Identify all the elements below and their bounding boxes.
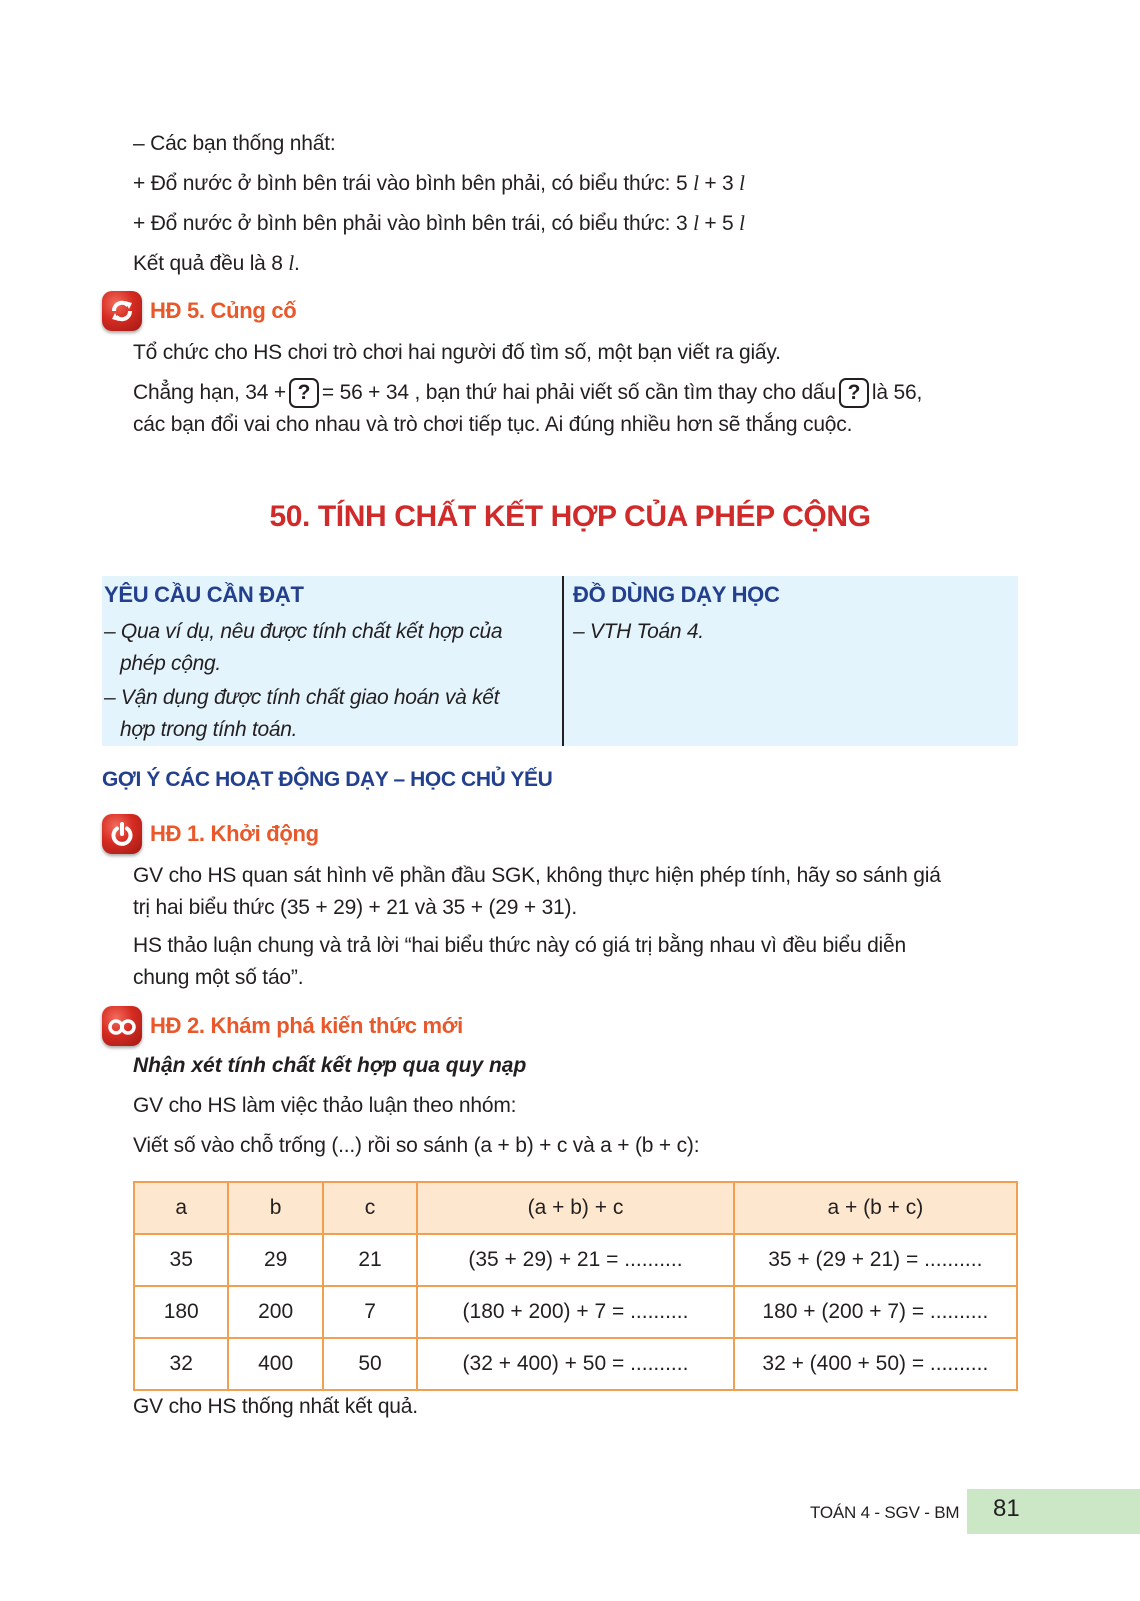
table-row xyxy=(134,1338,1017,1390)
cell-b: 200 xyxy=(228,1286,322,1338)
cell-ab-plus-c: (180 + 200) + 7 = .......... xyxy=(417,1286,733,1338)
lesson-title: 50. TÍNH CHẤT KẾT HỢP CỦA PHÉP CỘNG xyxy=(269,500,871,533)
hd1-heading xyxy=(102,813,319,855)
question-box: ? xyxy=(289,378,319,408)
materials-heading: ĐỒ DÙNG DẠY HỌC xyxy=(573,582,780,607)
requirements-heading: YÊU CẦU CẦN ĐẠT xyxy=(104,582,304,607)
hd2-title: HĐ 2. Khám phá kiến thức mới xyxy=(150,1013,463,1038)
hd5-para-2-b: = 56 + 34 , bạn thứ hai phải viết số cần tìm thay cho dấu xyxy=(321,381,836,404)
intro-line-2-text: + Đổ nước ở bình bên trái vào bình bên phải, có biểu thức: 5 xyxy=(133,172,694,195)
cell-ab-plus-c: (35 + 29) + 21 = .......... xyxy=(417,1234,733,1286)
cell-a: 180 xyxy=(134,1286,228,1338)
header-c: c xyxy=(323,1182,417,1234)
table-row xyxy=(134,1286,1017,1338)
intro-line-3-mid: + 5 xyxy=(698,212,740,235)
cell-a-plus-bc: 35 + (29 + 21) = .......... xyxy=(734,1234,1017,1286)
header-a-plus-bc: a + (b + c) xyxy=(734,1182,1017,1234)
header-a: a xyxy=(134,1182,228,1234)
hd5-para-2-c: là 56, xyxy=(871,381,923,404)
cell-c: 21 xyxy=(323,1234,417,1286)
intro-line-2-mid: + 3 xyxy=(698,172,740,195)
intro-line-3-text: + Đổ nước ở bình bên phải vào bình bên trái, có biểu thức: 3 xyxy=(133,212,694,235)
header-ab-plus-c: (a + b) + c xyxy=(417,1182,733,1234)
question-box: ? xyxy=(839,378,869,408)
table-row xyxy=(134,1234,1017,1286)
cell-a-plus-bc: 32 + (400 + 50) = .......... xyxy=(734,1338,1017,1390)
unit-liter: l xyxy=(739,171,745,195)
requirements-divider xyxy=(562,576,564,746)
calculation-table xyxy=(133,1181,1018,1391)
unit-liter: l xyxy=(693,211,699,235)
hd1-line: GV cho HS quan sát hình vẽ phần đầu SGK, không thực hiện phép tính, hãy so sánh giá xyxy=(133,864,941,887)
requirement-item: – Qua ví dụ, nêu được tính chất kết hợp của xyxy=(104,620,503,643)
requirement-item: – Vận dụng được tính chất giao hoán và kết xyxy=(104,686,500,709)
hd2-heading xyxy=(102,1005,463,1047)
binoculars-icon xyxy=(102,1006,142,1046)
hd1-line: HS thảo luận chung và trả lời “hai biểu thức này có giá trị bằng nhau vì đều biểu diễn xyxy=(133,934,906,957)
activities-heading: GỢI Ý CÁC HOẠT ĐỘNG DẠY – HỌC CHỦ YẾU xyxy=(102,768,553,791)
intro-line-4 xyxy=(133,247,300,280)
intro-line-4-text: Kết quả đều là 8 xyxy=(133,252,289,275)
cell-ab-plus-c: (32 + 400) + 50 = .......... xyxy=(417,1338,733,1390)
cell-b: 29 xyxy=(228,1234,322,1286)
hd2-conclusion: GV cho HS thống nhất kết quả. xyxy=(133,1395,418,1418)
cell-a-plus-bc: 180 + (200 + 7) = .......... xyxy=(734,1286,1017,1338)
hd5-para-2 xyxy=(133,377,922,409)
cell-c: 50 xyxy=(323,1338,417,1390)
unit-liter: l xyxy=(739,211,745,235)
hd2-line-1: GV cho HS làm việc thảo luận theo nhóm: xyxy=(133,1094,517,1117)
hd5-para-3: các bạn đổi vai cho nhau và trò chơi tiếp tục. Ai đúng nhiều hơn sẽ thắng cuộc. xyxy=(133,413,853,436)
hd2-subheading: Nhận xét tính chất kết hợp qua quy nạp xyxy=(133,1054,527,1077)
table-header-row xyxy=(134,1182,1017,1234)
header-b: b xyxy=(228,1182,322,1234)
intro-line-4-suffix: . xyxy=(294,252,300,275)
page-number: 81 xyxy=(993,1495,1020,1522)
unit-liter: l xyxy=(288,251,295,275)
hd5-para-1: Tổ chức cho HS chơi trò chơi hai người đố tìm số, một bạn viết ra giấy. xyxy=(133,341,781,364)
unit-liter: l xyxy=(693,171,699,195)
hd5-title: HĐ 5. Củng cố xyxy=(150,298,297,323)
refresh-icon xyxy=(102,291,142,331)
requirement-item: phép cộng. xyxy=(120,652,221,675)
cell-a: 35 xyxy=(134,1234,228,1286)
cell-a: 32 xyxy=(134,1338,228,1390)
hd5-para-2-a: Chẳng hạn, 34 + xyxy=(133,381,286,404)
cell-b: 400 xyxy=(228,1338,322,1390)
power-icon xyxy=(102,814,142,854)
hd1-title: HĐ 1. Khởi động xyxy=(150,821,319,846)
footer-book-title: TOÁN 4 - SGV - BM xyxy=(810,1503,960,1522)
hd1-line: chung một số táo”. xyxy=(133,966,304,989)
footer-page-box xyxy=(967,1489,1140,1534)
hd5-heading xyxy=(102,290,296,332)
intro-line-3 xyxy=(133,207,745,240)
hd2-line-2: Viết số vào chỗ trống (...) rồi so sánh (a + b) + c và a + (b + c): xyxy=(133,1134,700,1157)
intro-line-1: – Các bạn thống nhất: xyxy=(133,132,336,155)
material-item: – VTH Toán 4. xyxy=(573,620,704,643)
cell-c: 7 xyxy=(323,1286,417,1338)
intro-line-2 xyxy=(133,167,745,200)
hd1-line: trị hai biểu thức (35 + 29) + 21 và 35 + (29 + 31). xyxy=(133,896,577,919)
requirement-item: hợp trong tính toán. xyxy=(120,718,298,741)
